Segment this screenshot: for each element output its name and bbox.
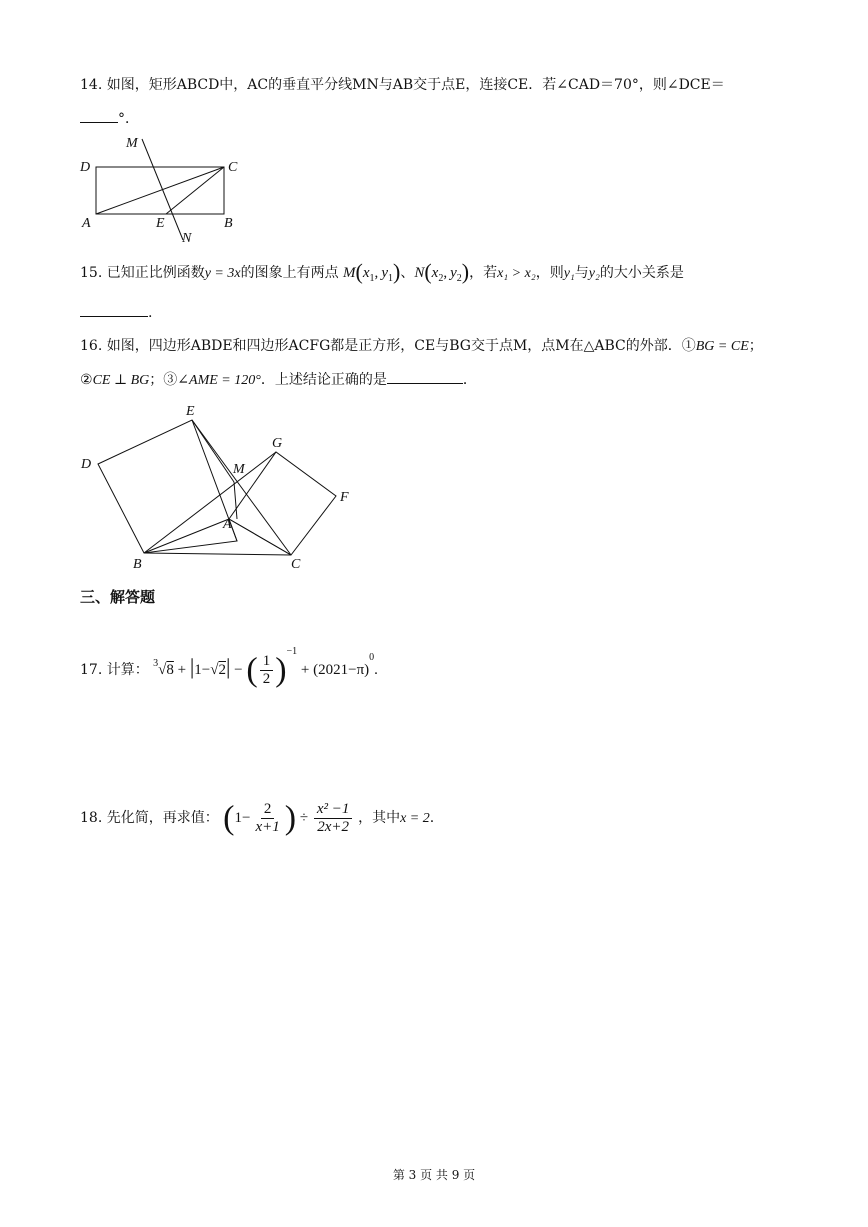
q14-label-n: N — [182, 231, 192, 246]
q16-square-acfg — [229, 452, 336, 555]
q16-circle-3: ；③ — [149, 372, 178, 388]
question-15-answer-line — [80, 302, 152, 323]
q15-and: 与 — [574, 265, 589, 281]
q16-label-b: B — [133, 557, 142, 572]
q16-conclusion-3: ∠AME = 120° — [177, 373, 261, 388]
question-16-line1 — [80, 336, 763, 357]
q18-suffix: ，其中 — [358, 810, 401, 826]
question-17 — [80, 632, 378, 690]
q15-y2: y₂ — [588, 266, 600, 281]
q16-stem: 16. 如图，四边形ABDE和四边形ACFG都是正方形，CE与BG交于点M，点M在△ABC的外部．① — [80, 338, 696, 354]
q14-figure — [76, 130, 266, 248]
q15-point-m: $M(x_1$, $y_1$) — [343, 259, 401, 284]
q14-label-a: A — [82, 216, 91, 231]
q16-conclusion-2: CE ⊥ BG — [92, 373, 150, 388]
q16-label-e: E — [186, 404, 195, 419]
q16-segment-ac — [229, 519, 291, 555]
q14-tail: °． — [118, 111, 139, 127]
q16-segment-bc — [144, 553, 291, 555]
q14-label-c: C — [228, 160, 238, 175]
q17-expression: $^3$√8 + |1−√2| − ( $\frac{1}{2}$ )$^{-1} + (2021-\pi)^0$. — [153, 646, 378, 689]
q15-point-n: $N(x_2$, $y_2$) — [414, 259, 470, 284]
q14-diagonal-ac — [96, 167, 224, 214]
page-footer: 第 3 页 共 9 页 — [392, 1168, 476, 1182]
q16-label-d: D — [81, 457, 92, 472]
q18-prefix: 18. 先化简，再求值： — [80, 810, 219, 826]
q14-label-e: E — [156, 216, 165, 231]
q17-prefix: 17. 计算： — [80, 662, 149, 678]
q15-part5: 的大小关系是 — [599, 265, 684, 281]
q15-part2: 的图象上有两点 — [240, 265, 339, 281]
q18-expression: (1− $\frac{2}{x+1}$ ) ÷ $\frac{\text{x² −1}}{2x+2}$ — [223, 810, 358, 826]
q14-label-d: D — [80, 160, 91, 175]
q14-label-b: B — [224, 216, 233, 231]
q14-segment-ce — [166, 167, 224, 214]
q18-end: . — [429, 810, 435, 826]
q14-stem: 14. 如图，矩形ABCD中，AC的垂直平分线MN与AB交于点E，连接CE．若∠CAD＝70°，则∠DCE＝ — [80, 77, 725, 93]
q15-answer-blank — [80, 302, 148, 317]
q16-label-g: G — [272, 436, 283, 451]
q15-function: y = 3x — [204, 266, 241, 281]
q18-fraction-1: $\frac{2}{x+1}$ — [255, 801, 280, 836]
q15-condition: x₁ > x₂ — [497, 266, 536, 281]
q15-sep: 、 — [400, 265, 415, 281]
q18-fraction-2: $\frac{\text{x² −1}}{2x+2}$ — [314, 801, 353, 836]
q16-semicolon: ； — [748, 338, 763, 354]
question-14-text — [80, 75, 725, 95]
q14-label-m: M — [126, 136, 138, 151]
q16-label-f: F — [340, 490, 349, 505]
q14-answer-blank — [80, 108, 118, 123]
q15-y1: y₁ — [563, 266, 575, 281]
section-heading: 三、解答题 — [80, 588, 156, 606]
q16-label-a: A — [223, 517, 232, 532]
q16-end: ． — [462, 372, 477, 388]
q16-label-c: C — [291, 557, 301, 572]
q15-end: . — [148, 305, 153, 321]
question-15-text — [80, 259, 684, 289]
q16-figure — [76, 398, 366, 578]
q15-part4: ，则 — [535, 265, 564, 281]
q18-x-value: x = 2 — [400, 811, 430, 826]
q16-answer-blank — [387, 369, 463, 384]
q15-part1: 15. 已知正比例函数 — [80, 265, 205, 281]
question-16-line2 — [80, 369, 477, 391]
q16-segment-ma — [234, 482, 237, 519]
q15-part3: ，若 — [469, 265, 498, 281]
q17-radicand: 8 — [166, 662, 174, 678]
q16-segment-em — [192, 420, 234, 482]
q16-conclusion-1: BG = CE — [695, 339, 749, 354]
q17-cube-index: 3 — [153, 658, 159, 669]
q16-circle-2: ② — [80, 372, 93, 388]
question-14-answer-line — [80, 108, 139, 129]
q16-question: ．上述结论正确的是 — [260, 372, 387, 388]
q16-label-m: M — [233, 462, 245, 477]
q17-fraction: $\frac{1}{2}$ — [260, 653, 274, 688]
question-18 — [80, 796, 434, 841]
q16-square-abde — [98, 420, 237, 553]
